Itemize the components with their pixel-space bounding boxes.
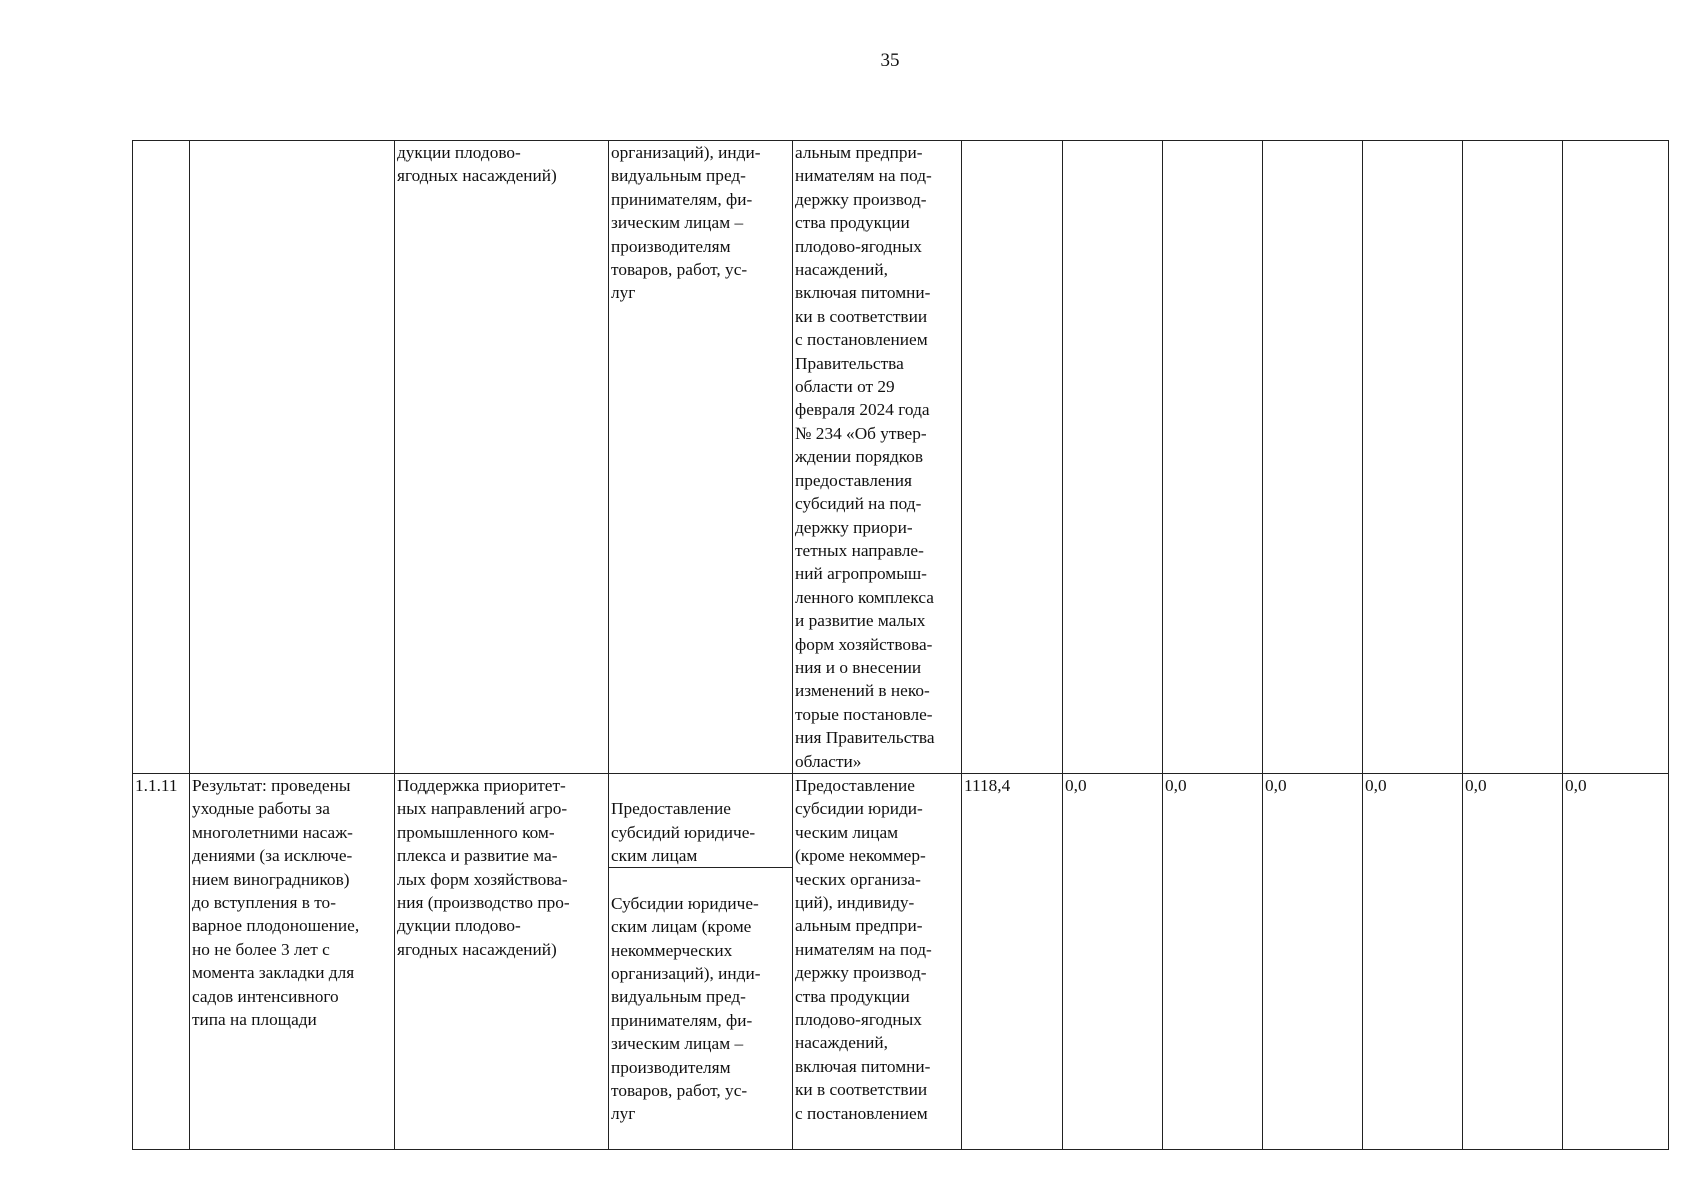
- value-cell: [1163, 141, 1263, 774]
- value-cell: [962, 141, 1063, 774]
- value-cell: 0,0: [1563, 773, 1669, 1149]
- value-cell: 0,0: [1263, 773, 1363, 1149]
- value-cell: [1363, 141, 1463, 774]
- value-cell: [1263, 141, 1363, 774]
- result-cell: Результат: проведены уходные работы за многолетними насаж- дениями (за исключе- нием виноградников) до вступления в то- варное плодоношение, но не более 3 лет с момента закладки для садов интенсивного типа на площади: [190, 773, 395, 1149]
- value-cell: [1463, 141, 1563, 774]
- direction-cell: дукции плодово- ягодных насаждений): [395, 141, 609, 774]
- event-cell: организаций), инди- видуальным пред- принимателям, фи- зическим лицам – производителям товаров, работ, ус- луг: [609, 141, 793, 774]
- event-cell: [609, 773, 793, 1149]
- row-number-cell: [133, 141, 190, 774]
- value-cell: 0,0: [1063, 773, 1163, 1149]
- value-cell: 0,0: [1163, 773, 1263, 1149]
- value-cell: [1063, 141, 1163, 774]
- basis-cell: Предоставление субсидии юриди- ческим лицам (кроме некоммер- ческих организа- ций), индивиду- альным предпри- нимателям на под- держку производ- ства продукции плодово-ягодных насаждений, включая питомни- ки в соответствии с постановлением: [793, 773, 962, 1149]
- table-row: [133, 141, 1669, 774]
- budget-table: [132, 140, 1669, 1150]
- result-cell: [190, 141, 395, 774]
- page-number: 35: [880, 50, 900, 71]
- row-number-cell: 1.1.11: [133, 773, 190, 1149]
- event-description: Субсидии юридиче- ским лицам (кроме некоммерческих организаций), инди- видуальным пред- принимателям, фи- зическим лицам – производителям товаров, работ, ус- луг: [611, 893, 761, 1124]
- value-cell: [1563, 141, 1669, 774]
- basis-cell: альным предпри- нимателям на под- держку производ- ства продукции плодово-ягодных насаждений, включая питомни- ки в соответствии с постановлением Правительства области от 29 февраля 2024 года № 234 «Об утвер- ждении порядков предоставления субсидий на под- держку приори- тетных направле- ний агропромыш- ленного комплекса и развитие малых форм хозяйствова- ния и о внесении изменений в неко- торые постановле- ния Правительства области»: [793, 141, 962, 774]
- value-cell: 1118,4: [962, 773, 1063, 1149]
- direction-cell: Поддержка приоритет- ных направлений агро- промышленного ком- плекса и развитие ма- лых форм хозяйствова- ния (производство про- дукции плодово- ягодных насаждений): [395, 773, 609, 1149]
- event-title: Предоставление субсидий юридиче- ским лицам: [609, 797, 792, 868]
- table-row: [133, 773, 1669, 1149]
- value-cell: 0,0: [1463, 773, 1563, 1149]
- value-cell: 0,0: [1363, 773, 1463, 1149]
